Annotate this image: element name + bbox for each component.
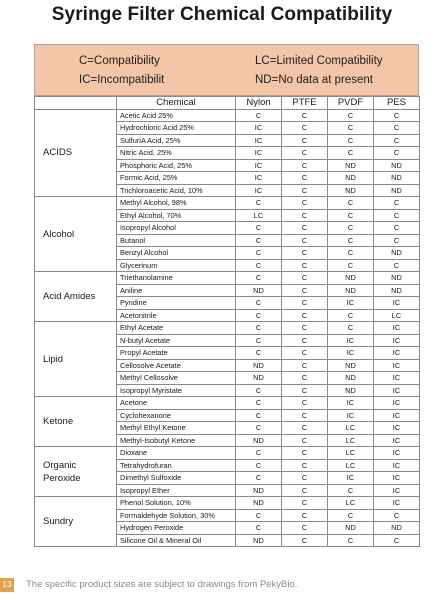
chemical-name: Pyridine — [117, 297, 236, 310]
header-pvdf: PVDF — [328, 97, 374, 110]
pvdf-value: C — [328, 122, 374, 135]
pvdf-value: C — [328, 509, 374, 522]
ptfe-value: C — [282, 272, 328, 285]
pes-value: IC — [374, 359, 420, 372]
nylon-value: C — [236, 272, 282, 285]
chemical-name: Methyl-Isobutyl Ketone — [117, 434, 236, 447]
pvdf-value: C — [328, 309, 374, 322]
ptfe-value: C — [282, 284, 328, 297]
ptfe-value: C — [282, 434, 328, 447]
nylon-value: C — [236, 447, 282, 460]
chemical-name: Triethanolamine — [117, 272, 236, 285]
nylon-value: C — [236, 222, 282, 235]
chemical-name: Isopropyl Alcohol — [117, 222, 236, 235]
pes-value: C — [374, 534, 420, 547]
nylon-value: ND — [236, 372, 282, 385]
nylon-value: C — [236, 234, 282, 247]
ptfe-value: C — [282, 147, 328, 160]
pvdf-value: LC — [328, 422, 374, 435]
pvdf-value: LC — [328, 497, 374, 510]
pes-value: IC — [374, 297, 420, 310]
pvdf-value: C — [328, 534, 374, 547]
pes-value: C — [374, 147, 420, 160]
chemical-name: Ethyl Alcohol, 70% — [117, 209, 236, 222]
pvdf-value: C — [328, 209, 374, 222]
pes-value: ND — [374, 522, 420, 535]
header-pes: PES — [374, 97, 420, 110]
ptfe-value: C — [282, 209, 328, 222]
ptfe-value: C — [282, 247, 328, 260]
pvdf-value: ND — [328, 372, 374, 385]
footer-note: The specific product sizes are subject to drawings from PekyBio. — [26, 579, 298, 590]
table-row — [35, 397, 420, 410]
pvdf-value: C — [328, 259, 374, 272]
chemical-name: N-butyl Acetate — [117, 334, 236, 347]
chemical-name: Butanol — [117, 234, 236, 247]
nylon-value: C — [236, 397, 282, 410]
pes-value: LC — [374, 309, 420, 322]
chemical-name: Methyl Alcohol, 98% — [117, 197, 236, 210]
chemical-name: Isopropyl Myristate — [117, 384, 236, 397]
table-row — [35, 322, 420, 335]
pes-value: C — [374, 509, 420, 522]
legend-compatibility: C=Compatibility — [79, 55, 160, 67]
pes-value: IC — [374, 472, 420, 485]
pvdf-value: ND — [328, 184, 374, 197]
footer — [0, 578, 444, 592]
chemical-name: Silicone Oil & Mineral Oil — [117, 534, 236, 547]
legend-no-data: ND=No data at present — [255, 74, 373, 86]
pvdf-value: IC — [328, 472, 374, 485]
ptfe-value: C — [282, 422, 328, 435]
pes-value: IC — [374, 334, 420, 347]
pvdf-value: C — [328, 234, 374, 247]
nylon-value: ND — [236, 534, 282, 547]
legend-incompatibility: IC=Incompatibilit — [79, 74, 165, 86]
ptfe-value: C — [282, 259, 328, 272]
nylon-value: IC — [236, 147, 282, 160]
table-body — [35, 109, 420, 547]
pvdf-value: C — [328, 484, 374, 497]
pes-value: C — [374, 109, 420, 122]
nylon-value: ND — [236, 434, 282, 447]
ptfe-value: C — [282, 497, 328, 510]
chemical-name: Acetonitrile — [117, 309, 236, 322]
pvdf-value: ND — [328, 284, 374, 297]
nylon-value: C — [236, 409, 282, 422]
chemical-name: Ethyl Acetate — [117, 322, 236, 335]
pes-value: IC — [374, 409, 420, 422]
ptfe-value: C — [282, 109, 328, 122]
pvdf-value: IC — [328, 297, 374, 310]
pes-value: ND — [374, 172, 420, 185]
ptfe-value: C — [282, 122, 328, 135]
ptfe-value: C — [282, 384, 328, 397]
nylon-value: IC — [236, 134, 282, 147]
pvdf-value: IC — [328, 409, 374, 422]
pvdf-value: ND — [328, 159, 374, 172]
header-nylon: Nylon — [236, 97, 282, 110]
pes-value: IC — [374, 484, 420, 497]
ptfe-value: C — [282, 372, 328, 385]
chemical-name: Glycerinum — [117, 259, 236, 272]
ptfe-value: C — [282, 159, 328, 172]
pes-value: ND — [374, 247, 420, 260]
chemical-name: Tetrahydrofuran — [117, 459, 236, 472]
ptfe-value: C — [282, 134, 328, 147]
pes-value: IC — [374, 347, 420, 360]
chemical-name: Hydrochloric Acid 25% — [117, 122, 236, 135]
nylon-value: C — [236, 472, 282, 485]
ptfe-value: C — [282, 534, 328, 547]
pvdf-value: LC — [328, 434, 374, 447]
group-label: Alcohol — [35, 197, 117, 272]
pes-value: ND — [374, 159, 420, 172]
nylon-value: IC — [236, 159, 282, 172]
pvdf-value: LC — [328, 459, 374, 472]
chemical-name: Formic Acid, 25% — [117, 172, 236, 185]
group-label: Ketone — [35, 397, 117, 447]
ptfe-value: C — [282, 172, 328, 185]
ptfe-value: C — [282, 334, 328, 347]
pes-value: IC — [374, 372, 420, 385]
chemical-name: Acetic Acid 25% — [117, 109, 236, 122]
ptfe-value: C — [282, 197, 328, 210]
group-label: Acid Amides — [35, 272, 117, 322]
nylon-value: ND — [236, 484, 282, 497]
table-row — [35, 197, 420, 210]
pvdf-value: ND — [328, 384, 374, 397]
pvdf-value: ND — [328, 522, 374, 535]
nylon-value: C — [236, 347, 282, 360]
nylon-value: C — [236, 384, 282, 397]
pes-value: IC — [374, 422, 420, 435]
pes-value: C — [374, 197, 420, 210]
header-group — [35, 97, 117, 110]
chemical-name: Cyclohexanone — [117, 409, 236, 422]
ptfe-value: C — [282, 222, 328, 235]
chemical-name: Isopropyl Ether — [117, 484, 236, 497]
nylon-value: C — [236, 297, 282, 310]
nylon-value: ND — [236, 359, 282, 372]
ptfe-value: C — [282, 322, 328, 335]
chemical-name: Phenol Solution, 10% — [117, 497, 236, 510]
chemical-name: Propyl Acetate — [117, 347, 236, 360]
table-row — [35, 109, 420, 122]
chemical-name: SulfuriA Acid, 25% — [117, 134, 236, 147]
pvdf-value: IC — [328, 334, 374, 347]
header-chemical: Chemical — [117, 97, 236, 110]
ptfe-value: C — [282, 447, 328, 460]
pvdf-value: LC — [328, 447, 374, 460]
ptfe-value: C — [282, 484, 328, 497]
pes-value: C — [374, 134, 420, 147]
pes-value: ND — [374, 272, 420, 285]
pes-value: C — [374, 209, 420, 222]
chemical-name: Formaldehyde Solution, 30% — [117, 509, 236, 522]
pes-value: C — [374, 222, 420, 235]
pvdf-value: IC — [328, 397, 374, 410]
ptfe-value: C — [282, 184, 328, 197]
chemical-name: Methyl Ethyl Ketone — [117, 422, 236, 435]
pes-value: IC — [374, 497, 420, 510]
table-row — [35, 447, 420, 460]
pvdf-value: ND — [328, 359, 374, 372]
pes-value: IC — [374, 397, 420, 410]
nylon-value: C — [236, 322, 282, 335]
ptfe-value: C — [282, 397, 328, 410]
chemical-name: Trichloroacetic Acid, 10% — [117, 184, 236, 197]
pes-value: ND — [374, 184, 420, 197]
nylon-value: C — [236, 459, 282, 472]
ptfe-value: C — [282, 459, 328, 472]
nylon-value: C — [236, 522, 282, 535]
pes-value: C — [374, 259, 420, 272]
pes-value: IC — [374, 322, 420, 335]
pes-value: IC — [374, 384, 420, 397]
pes-value: IC — [374, 459, 420, 472]
group-label: ACIDS — [35, 109, 117, 197]
pvdf-value: C — [328, 222, 374, 235]
nylon-value: C — [236, 259, 282, 272]
pes-value: IC — [374, 447, 420, 460]
nylon-value: C — [236, 334, 282, 347]
header-ptfe: PTFE — [282, 97, 328, 110]
ptfe-value: C — [282, 509, 328, 522]
nylon-value: C — [236, 422, 282, 435]
nylon-value: LC — [236, 209, 282, 222]
ptfe-value: C — [282, 234, 328, 247]
group-label: Sundry — [35, 497, 117, 547]
table-header-row — [35, 97, 420, 110]
ptfe-value: C — [282, 472, 328, 485]
ptfe-value: C — [282, 309, 328, 322]
nylon-value: C — [236, 197, 282, 210]
pes-value: C — [374, 122, 420, 135]
nylon-value: C — [236, 309, 282, 322]
pvdf-value: C — [328, 109, 374, 122]
group-label: Organic Peroxide — [35, 447, 117, 497]
page-number: 13 — [0, 578, 14, 592]
legend-limited: LC=Limited Compatibility — [255, 55, 383, 67]
table-row — [35, 272, 420, 285]
nylon-value: IC — [236, 122, 282, 135]
chemical-name: Benzyl Alcohol — [117, 247, 236, 260]
pes-value: C — [374, 234, 420, 247]
chemical-name: Aniline — [117, 284, 236, 297]
pvdf-value: C — [328, 322, 374, 335]
nylon-value: IC — [236, 184, 282, 197]
pvdf-value: C — [328, 147, 374, 160]
pes-value: ND — [374, 284, 420, 297]
ptfe-value: C — [282, 409, 328, 422]
table-row — [35, 497, 420, 510]
pvdf-value: C — [328, 134, 374, 147]
nylon-value: IC — [236, 172, 282, 185]
page-title: Syringe Filter Chemical Compatibility — [51, 4, 393, 25]
chemical-name: Methyl Cellosolve — [117, 372, 236, 385]
nylon-value: C — [236, 509, 282, 522]
ptfe-value: C — [282, 359, 328, 372]
chemical-name: Acetone — [117, 397, 236, 410]
nylon-value: ND — [236, 497, 282, 510]
group-label: Lipid — [35, 322, 117, 397]
chemical-name: Nitric Acid, 25% — [117, 147, 236, 160]
nylon-value: ND — [236, 284, 282, 297]
pes-value: IC — [374, 434, 420, 447]
pvdf-value: ND — [328, 272, 374, 285]
chemical-name: Dioxane — [117, 447, 236, 460]
chemical-name: Dimethyl Sulfoxide — [117, 472, 236, 485]
compatibility-table — [34, 96, 420, 547]
pvdf-value: C — [328, 197, 374, 210]
chemical-name: Hydrogen Peroxide — [117, 522, 236, 535]
legend-box — [34, 44, 419, 96]
pvdf-value: ND — [328, 172, 374, 185]
pvdf-value: IC — [328, 347, 374, 360]
pvdf-value: C — [328, 247, 374, 260]
chemical-name: Phosphoric Acid, 25% — [117, 159, 236, 172]
ptfe-value: C — [282, 347, 328, 360]
nylon-value: C — [236, 247, 282, 260]
ptfe-value: C — [282, 297, 328, 310]
chemical-name: Cellosolve Acetate — [117, 359, 236, 372]
nylon-value: C — [236, 109, 282, 122]
ptfe-value: C — [282, 522, 328, 535]
